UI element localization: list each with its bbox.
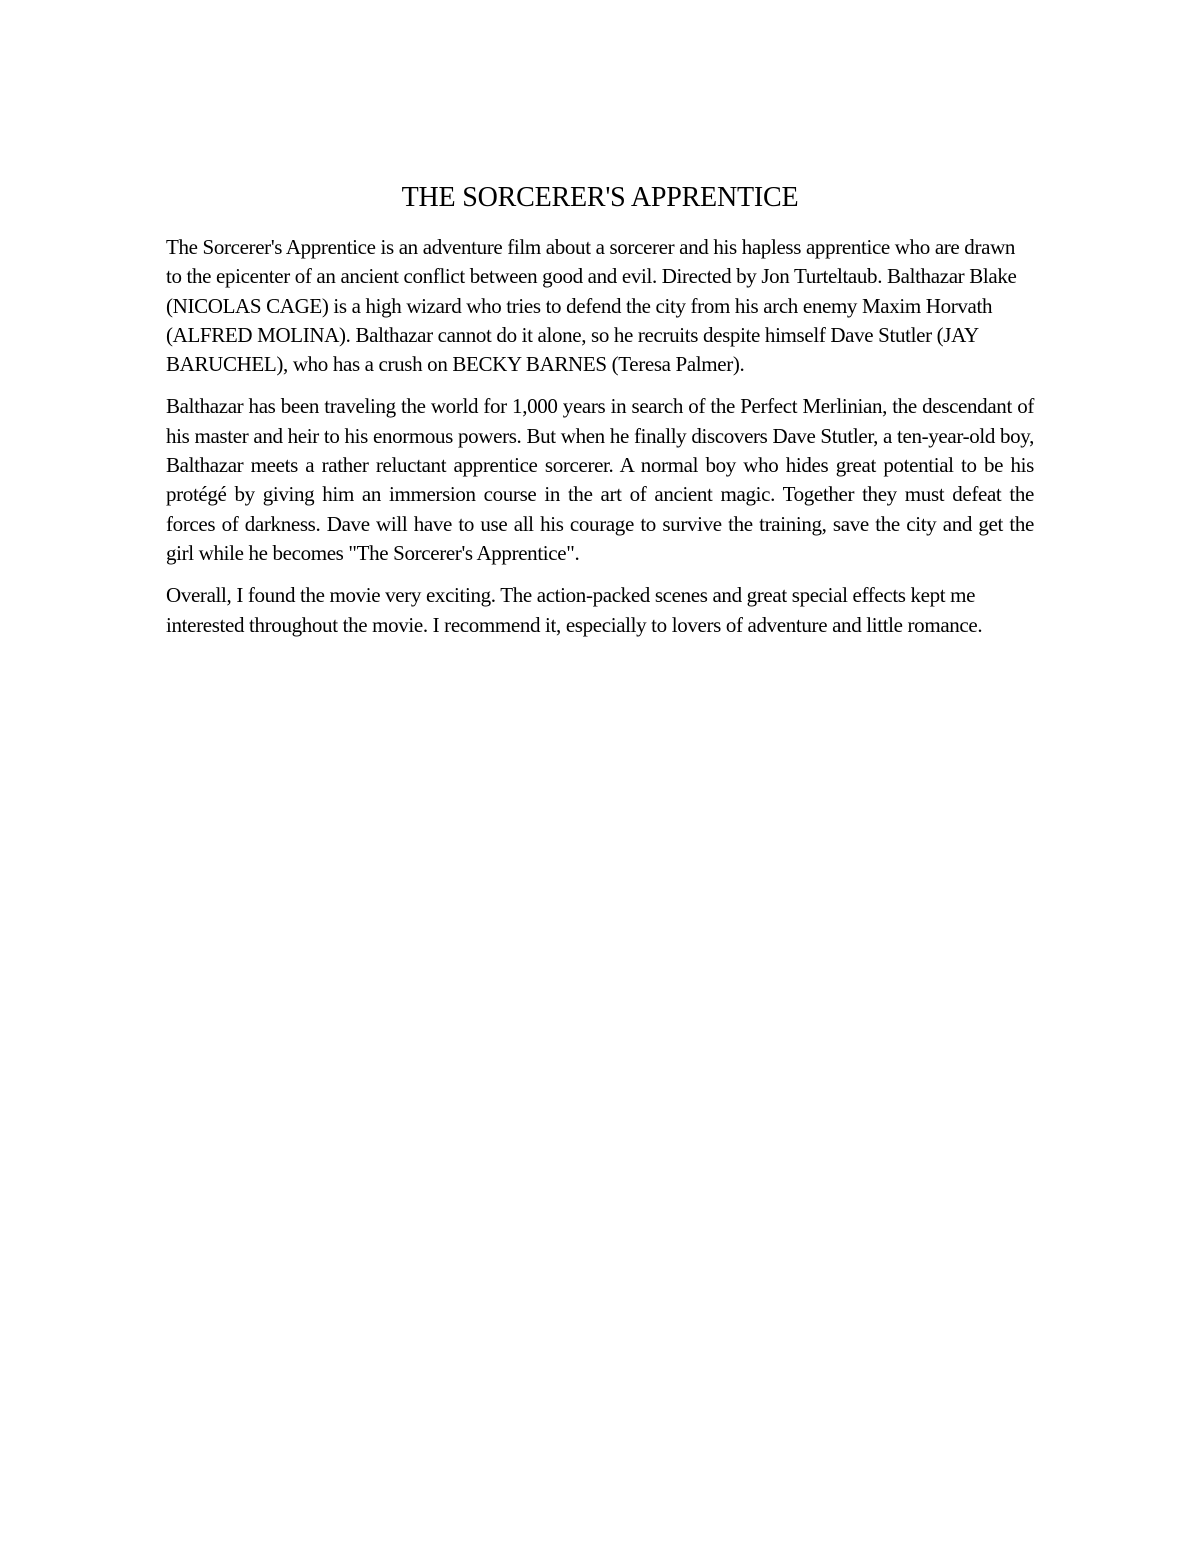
document-title: THE SORCERER'S APPRENTICE (401, 182, 799, 213)
paragraph-intro: The Sorcerer's Apprentice is an adventure film about a sorcerer and his hapless apprentice who are drawn to the epicenter of an ancient conflict between good and evil. Directed by Jon Turteltaub. Balthazar Blake (NICOLAS CAGE) is a high wizard who tries to defend the city from his arch enemy Maxim Horvath (ALFRED MOLINA). Balthazar cannot do it alone, so he recruits despite himself Dave Stutler (JAY BARUCHEL), who has a crush on BECKY BARNES (Teresa Palmer). (166, 235, 1017, 377)
paragraph-opinion: Overall, I found the movie very exciting. The action-packed scenes and great special effects kept me interested throughout the movie. I recommend it, especially to lovers of adventure and little romance. (166, 583, 983, 637)
document-body (166, 233, 1034, 653)
paragraph-plot: Balthazar has been traveling the world for 1,000 years in search of the Perfect Merlinian, the descendant of his master and heir to his enormous powers. But when he finally discovers Dave Stutler, a ten-year-old boy, Balthazar meets a rather reluctant apprentice sorcerer. A normal boy who hides great potential to be his protégé by giving him an immersion course in the art of ancient magic. Together they must defeat the forces of darkness. Dave will have to use all his courage to survive the training, save the city and get the girl while he becomes "The Sorcerer's Apprentice". (166, 394, 1034, 565)
